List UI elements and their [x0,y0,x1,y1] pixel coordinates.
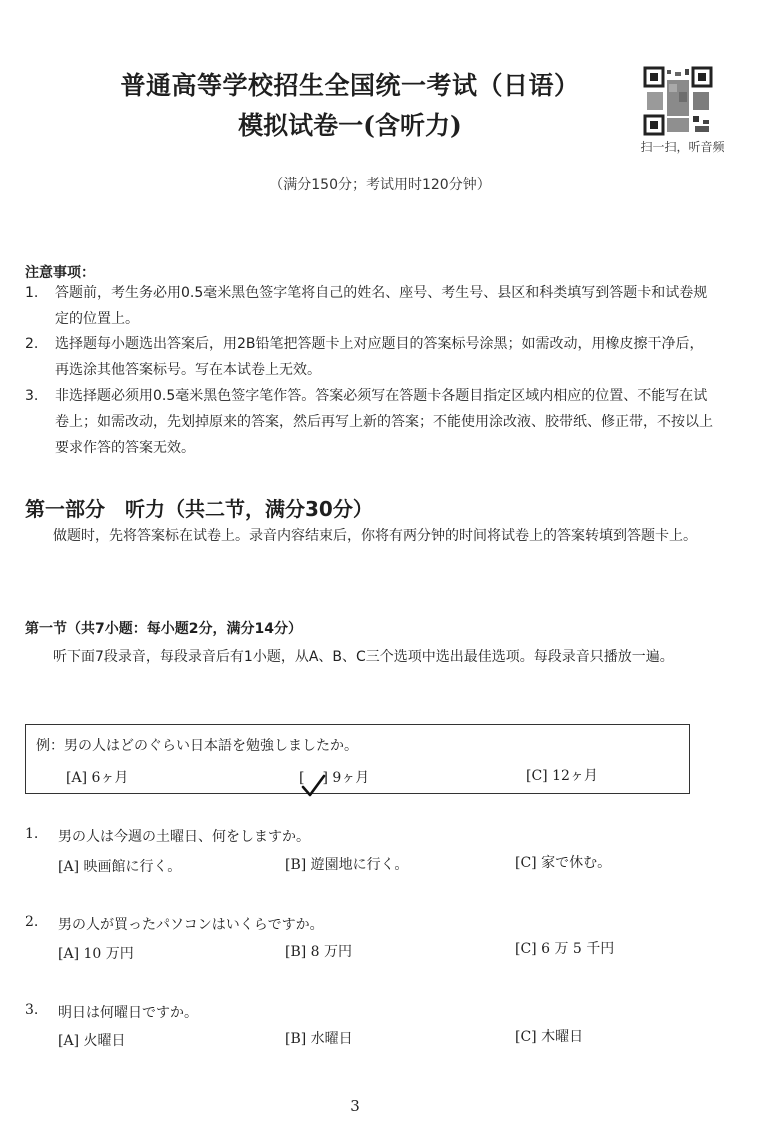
answer-option[interactable] [515,938,614,958]
question-text: 明日は何曜日ですか。 [58,1005,198,1021]
page-number: 3 [350,1097,360,1115]
note-item [25,280,715,332]
option-text: 家で休む。 [541,855,612,871]
option-label: [A] [58,946,80,962]
qr-caption: 扫一扫，听音频 [640,140,725,154]
option-text: 12ヶ月 [552,768,598,784]
exam-score-time: （满分150分；考试用时120分钟） [269,177,491,193]
note-number: 1. [25,285,39,301]
notes-heading: 注意事项： [25,265,95,281]
option-text: 水曜日 [310,1031,353,1047]
question-text: 男の人は今週の土曜日、何をしますか。 [58,829,310,845]
option-text: 10 万円 [83,946,134,962]
question-text: 男の人が買ったパソコンはいくらですか。 [58,917,324,933]
option-label: [C] [515,941,537,957]
example-question: 例：男の人はどのぐらい日本語を勉強しましたか。 [36,738,358,754]
option-label: [A] [58,859,80,875]
answer-option[interactable] [285,941,352,961]
answer-option[interactable] [515,852,611,872]
section1-heading: 第一节（共7小题：每小题2分，满分14分） [25,621,302,637]
option-label: [C] [526,768,548,784]
note-number: 2. [25,336,39,352]
option-text: 映画館に行く。 [83,859,182,875]
option-label: [ [299,770,305,786]
question-number: 2. [25,914,39,930]
note-number: 3. [25,388,39,404]
option-text: 遊園地に行く。 [310,857,409,873]
exam-subtitle-paper: 模拟试卷一(含听力) [238,111,462,140]
option-label: [B] [285,857,307,873]
option-text: 9ヶ月 [332,770,370,786]
answer-option[interactable] [285,1028,353,1048]
option-text: 6ヶ月 [91,770,129,786]
exam-title: 普通高等学校招生全国统一考试（日语） [120,71,580,100]
question-number: 3. [25,1002,39,1018]
option-label-tail: ] [322,770,328,786]
qr-code-icon[interactable] [643,66,713,136]
part1-intro: 做题时，先将答案标在试卷上。录音内容结束后，你将有两分钟的时间将试卷上的答案转填到答题卡上。 [53,528,697,544]
part1-heading: 第一部分 听力（共二节，满分30分） [25,497,373,521]
option-label: [B] [285,1031,307,1047]
example-box [25,724,690,794]
option-text: 火曜日 [83,1033,126,1049]
note-text: 答题前，考生务必用0.5毫米黑色签字笔将自己的姓名、座号、考生号、县区和科类填写到答题卡和试卷规定的位置上。 [55,285,708,327]
answer-option[interactable] [285,854,408,874]
example-option-c [526,765,598,785]
option-label: [B] [285,944,307,960]
option-text: 8 万円 [310,944,353,960]
answer-option[interactable] [58,943,134,963]
note-text: 非选择题必须用0.5毫米黑色签字笔作答。答案必须写在答题卡各题目指定区域内相应的位置、不能写在试卷上；如需改动，先划掉原来的答案，然后再写上新的答案；不能使用涂改液、胶带纸、修正带，不按以上要求作答的答案无效。 [55,388,713,456]
option-text: 6 万 5 千円 [541,941,615,957]
note-item [25,331,715,383]
question-number: 1. [25,826,39,842]
section1-intro: 听下面7段录音，每段录音后有1小题，从A、B、C三个选项中选出最佳选项。每段录音只播放一遍。 [53,649,674,665]
answer-option[interactable] [58,856,181,876]
option-label: [A] [58,1033,80,1049]
answer-option[interactable] [58,1030,126,1050]
option-label: [C] [515,855,537,871]
option-text: 木曜日 [541,1029,584,1045]
note-text: 选择题每小题选出答案后，用2B铅笔把答题卡上对应题目的答案标号涂黑；如需改动，用橡皮擦干净后，再选涂其他答案标号。写在本试卷上无效。 [55,336,704,378]
option-label: [C] [515,1029,537,1045]
answer-option[interactable] [515,1026,583,1046]
example-option-a [66,767,128,787]
option-label: [A] [66,770,88,786]
note-item [25,383,715,461]
example-option-b [299,767,369,787]
